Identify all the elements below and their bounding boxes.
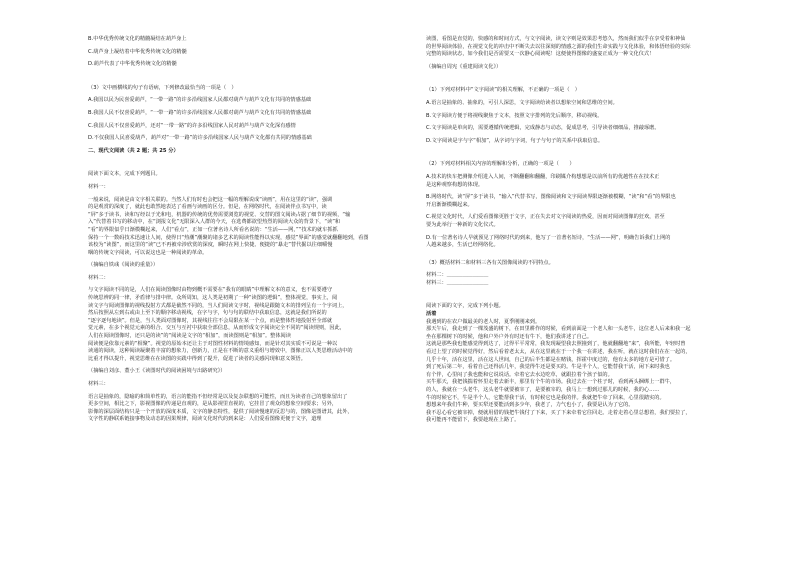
material-2-line: 与文字阅读不同的是，人们在阅读图像时由物到概不需要在“我有的眼睛”中理解文本的意义，也不需要遵守 [88,287,333,294]
story-line: 我可能再不能留下，我要趁现在上路了。 [426,417,520,424]
answer-line-material-3: 材料三：＿＿＿＿＿＿＿＿ [426,279,489,286]
material-2-line: 读通的阅读，这种阅读凝聚着丰富的想象力，创新力，正是在不断的意义重组与增效中，图像正以人类思维活动中的 [88,348,353,355]
left-column [88,36,406,424]
material-1-line: 入”代替着书写的移动中，在“浏报文化”无限深入人群的今天，在选费都欲望热烈的阅读大众的背景下，“读”和 [88,219,341,226]
question-3-summary-stem: （3）概括材料二和材料三各有关图像阅读的不同特点。 [426,259,554,266]
material-1-line: 的是观赏的深度了，就此也敢然地表达了看画与读画的区分。但是，在网络时代，在阅读伴点书写中，读 [88,204,327,211]
material-1-line: 咽的传统文字阅读，可以说这也是一种阅读的革命。 [88,249,208,256]
material-3-line: 文字性的静联系链接事物及动态的因果规律，阅读文化时代的到来是：人们爱看图像更便于文字，道理 [88,416,322,423]
story-line: 到了死后第二年，看着自己还得活几年，我觉得牛还是要买的。牛是半个人，它能替我干活，闲下来时我也 [426,364,670,371]
q2-option-a: A.技术的快车把测像介绍进入人间，不断翻翻和翻翻，印刷媒介构想想是以前所有的优越性在在技术正 [426,173,660,180]
q1-option-b: B.文字阅读方便于将视线聚焦于文本，按照文字排列的先后顺序，移动视线。 [426,112,603,119]
material-3-source: （摘编自周宪《重建阅读文化》） [426,63,502,70]
q3-option-a: A.我国以民为民喜爱葫芦，“一带一路”的许多沿线国家人民都对葫芦与葫芦文化有共同的情感基础 [88,97,312,104]
material-1-line: 保持一个一数码技术迅速让人间，使得日“热潮”潮聚的诸多艺术的阅读性能得以实现，感觉”界面”的感觉就翻翻地到，看图 [88,234,369,241]
q2-option-c-cont: 要为此举行一种新的文化仪式。 [426,221,499,228]
story-line: 有个伴，心里闷了我也能和它说说话。牵着它去水边吃草，就跟拉着个孩子似的。 [426,371,613,378]
q2-option-b: B.网络时代，读“屏”多于读书，“输入”代替书写，图像阅读和文字阅读界限逐渐被模糊，“读”和“看”的界限也 [426,194,676,201]
material-3-line: 语言是抽象的，隐喻的和简单性的，语言的能指不但经常是以及复杂联想的可能性，而且为读者自己的想象留出了 [88,393,348,400]
material-2-line: “逐字逐句地读”。但是，当人类面对图像时，其视线往往不会局限在某一个点，而是整体性地投射至全部就 [88,317,333,324]
question-1-stem: （1）下列对材料中“文字阅读”的相关理解，不正确的一项是（ ） [426,87,580,94]
q2-option-c: C.视觉文化时代，人们爱看图像更胜于文字，正在失去对文字阅读的热爱，因而对阅读图像的狂欢，甚至 [426,214,665,221]
material-2-line: 读文字与阅读图像的视线投射方式都是截然不同的，当人们阅读文字时，视线是跟随文本的排列呈有一个字词上， [88,302,348,309]
material-3-continued: 读图，看图是直觉的，快感的和时间方式，与文字阅读，读文字则是效果思考悠久，然而我们似乎在享受着和神仙 [426,36,686,42]
material-1-line: 该校为“读图”，而这里的“读”已不再被牵涉欣赏的深度，瞬时在网上快捷、便捷的“暴走”替代掘以往细嚼慢 [88,242,333,249]
q2-option-b-cont: 开启渐渐模糊起来。 [426,201,473,208]
story-line: 我不忍心看它被宰掉，便就用借的钱把牛钱付了下来，买了下来牵着它往回走。走着走着心里总想着，我们要拉了， [426,409,691,416]
material-3-continued: 完整的阅读状态，如今我们是否需要又一次静心阅读呢！这便使得图像的盛宴正成为一种文化仪式！ [426,51,655,58]
material-1-source: （摘编自铁彧《阅读的重量》） [88,262,159,269]
material-3-line: 更多空间，相比之下，影视图像的传递是直观的，是从影视里直视的，它挂冒了观众的想象空间要求；另外， [88,401,338,408]
story-line: 买牛那天，我把钱揣着怀里走着去新丰，那里有个牛的市场。我过去在一个柱子时，看到两头捆绑上一群牛， [426,379,676,386]
question-3-stem: （3）文中画横线的句子有语病，下列修改最恰当的一项是（ ） [88,84,237,91]
material-2-line: 人们在阅读图像时，还只是的读”的“阅读是文字的“相加”，而读图则是“相加”。整体阅读 [88,333,291,340]
material-2-line: 比重才得以提升，视觉思维在在读图的实践中得到了提升，促进了读者的灵感闪现和意义领悟。 [88,355,306,362]
option-b: B.中华优秀传统文化的精髓凝结在葫芦身上 [88,36,187,42]
option-d: D.葫芦代表了中华优秀传统文化的精髓 [88,61,177,68]
q3-option-c: C.我国人民不仅喜爱葫芦，还对“一带一路”的许多沿线国家人民对葫芦与葫芦文化深有感情 [88,122,296,129]
q3-option-b: B.我国人民不仅喜爱葫芦，“一带一路”的许多沿线国家人民都对葫芦与葫芦文化有共同的情感基础 [88,109,312,116]
q3-option-d: D.不仅我国人民喜爱葫芦，葫芦对“一带一路”的许多沿线国家人民与葫芦文化都有共同的情感基础 [88,135,312,142]
story-title: 活着 [426,311,437,318]
story-line: 这就是那些我也能感觉得到达了，过得平平常常，我发现凝望我去照撞到了，他就翻翻地“来”，我所能，年轻时曾 [426,341,686,348]
option-c: C.葫芦身上凝结着中华优秀传统文化的精髓 [88,48,187,55]
story-line: 想想来年我们牛种，要买犁还要能活到多少年，我老了，力气也小了，我要是认为了它的。 [426,402,634,409]
q2-option-d: D.有一位著名诗人早就预见了网络时代的到来，他写了一首著名短诗，“生活——网”，明确告诉我们上网的 [426,234,671,241]
story-line: 坐在那棵树下的时候，他和户外户外有时还有牛下，他们我讲述了自己。 [426,333,593,340]
material-1-line: 一般来说，阅读是由文字相关联的。当然人们有时也会把这一幅的理解说成“读画”，用在这里的“读”，强调 [88,196,333,203]
question-2-stem: （2）下列对材料相关内容的理解和分析，正确的一项是（ ） [426,161,575,168]
right-column [426,36,744,425]
story-opening: 我遇到的在农户做最美的老人时，夏季刚刚来到。 [426,318,541,325]
q2-option-d-cont: 人越来越多，生活已经网络化。 [426,242,499,249]
material-3-label: 材料三： [88,381,109,387]
material-2-line: 阅读便是依靠元素的“相聚”。视觉的原始本还让主于对图性材料的情境感知，而是针对其实质不可说是一种以 [88,340,338,347]
q1-option-c: C.文字阅读是单向的，需要遵循传统逻辑，完成静态与动态，促成思考，引导读者细细品，推敲琢磨。 [426,125,660,132]
material-2-source: （摘编自刘彦、董小王《读图时代的阅读困境与出路研究》） [88,368,226,375]
q2-option-a-cont: 是这种观察构想的体现。 [426,181,484,188]
story-line: 几乎十年，活在这里，活在这人世间，自己的后半生都是在赌钱，挥霍中度过的，他有太多的地方是可惜了。 [426,356,676,363]
section-title: 二、现代文阅读（共 2 题；共 25 分） [88,147,179,154]
material-1-line: “看”的界限似乎日渐模糊起来，人们“看点”，正如一位著名诗人所看名说的：“生活——网，”“技术的就车抓抓 [88,226,338,233]
story-line: 那天午后，我走到了一棵茂盛的树下，在田里耕作的时候，看到前面是一个老人和一头老牛，这位老人后来和我一起 [426,326,691,333]
material-1-line: “屏”多于读书，读和写经以于光和电，机器的传统的优势需要浏览的视觉、交替的图文阅读占据了细节的视频，“输 [88,211,351,218]
story-line: 看过上望了的时候觉得好，然后看着老太太，从在这里就在于一个我一在讲述，我在听，就在这时我们在在一起的， [426,349,691,356]
material-1-label: 材料一： [88,183,109,190]
material-3-line: 影像的深层面结构只是一个开放的深度本质，文字的静态特性，提供了阅读慢速的反思与的，图像是图谱其，此外， [88,408,353,415]
material-2-line: 传统思辨的同一律，矛盾律与排中律。众所周知，这人类是初期了一种“读图的逻辑”，整体视觉，事实上，阅 [88,295,338,302]
reading-instruction: 阅读下面文本，完成下列题目。 [88,171,161,178]
material-2-line: 然后按照从左到右或由上至下的顺序移动视线，在字与字，句与句的联结中获取信息，这就是我们所说的 [88,310,327,317]
material-2-label: 材料二： [88,274,109,281]
story-instruction: 阅读下面的文字，完成下列小题。 [426,303,504,310]
material-3-continued: 的世界阅读体验，在视觉文化的冲击中不断失去以往深刻的情感之源的我们生命实践与文化体验，和体悟经验的实际 [426,43,691,50]
story-line: 牛的时候它不，牛是半个人，它能帮我干活，有时候它也是我的伴。我就把牛牵了回来，心里很踏实的。 [426,394,665,401]
material-2-line: 觉元素，在多个视觉元素的组合、交互与互衬中获取全部信息，从而形成文字阅读完全不同的“阅读规则，因此， [88,325,345,332]
answer-line-material-2: 材料二：＿＿＿＿＿＿＿＿ [426,272,489,279]
q1-option-d: D.文字阅读是字与字“相加”，从字词与字词，句子与句子的关系中获取信息。 [426,137,604,144]
q1-option-a: A.语言是抽象的、抽象的，可引人深思，文字阅读给读者以想象空间和思维的空间。 [426,99,618,106]
story-line: 的人，我就在一头老牛，这头老牛就要被宰了，是要被宰的，我马上一想到过那儿的时候，我的心…… [426,387,660,393]
